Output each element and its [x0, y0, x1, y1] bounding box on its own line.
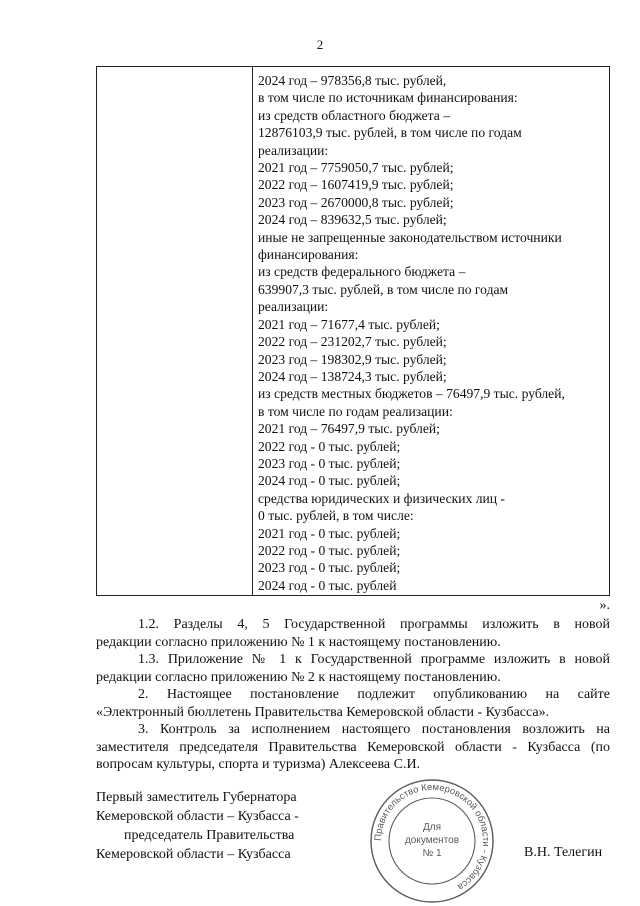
- table-text-line: 2024 год - 0 тыс. рублей;: [258, 473, 401, 489]
- table-text-line: 2022 год – 231202,7 тыс. рублей;: [258, 334, 447, 350]
- paragraph-line: 3. Контроль за исполнением настоящего постановления возложить на: [138, 722, 610, 737]
- table-text-line: 2021 год – 76497,9 тыс. рублей;: [258, 421, 440, 437]
- table-text-line: 0 тыс. рублей, в том числе:: [258, 508, 414, 524]
- stamp-center-line: № 1: [422, 848, 442, 859]
- table-text-line: 2021 год – 7759050,7 тыс. рублей;: [258, 160, 454, 176]
- table-text-line: 2023 год – 198302,9 тыс. рублей;: [258, 351, 447, 367]
- table-text-line: реализации:: [258, 142, 329, 158]
- table-text-line: 2024 год – 978356,8 тыс. рублей,: [258, 73, 447, 88]
- table-text-line: из средств федерального бюджета –: [258, 264, 466, 280]
- table-text-line: 12876103,9 тыс. рублей, в том числе по годам: [258, 125, 522, 141]
- paragraph-line: 1.3. Приложение № 1 к Государственной программе изложить в новой: [138, 652, 610, 667]
- stamp-center-line: Для: [422, 822, 442, 833]
- paragraph-line: редакции согласно приложению № 2 к настоящему постановлению.: [96, 669, 501, 685]
- table-text-line: из средств местных бюджетов – 76497,9 тыс. рублей,: [258, 386, 565, 402]
- table-text-line: 2023 год – 2670000,8 тыс. рублей;: [258, 194, 454, 210]
- paragraph-line: редакции согласно приложению № 1 к настоящему постановлению.: [96, 634, 501, 650]
- paragraph-line: 2. Настоящее постановление подлежит опубликованию на сайте: [138, 687, 610, 702]
- table-text-line: 2024 год - 0 тыс. рублей: [258, 577, 397, 593]
- table-text-line: 2021 год – 71677,4 тыс. рублей;: [258, 316, 440, 332]
- signature-title-line: Кемеровской области – Кузбасса: [96, 847, 291, 862]
- paragraph-line: заместителя председателя Правительства Кемеровской области - Кузбасса (по: [96, 739, 610, 755]
- paragraph-3: [96, 721, 610, 774]
- closing-quote: ».: [599, 598, 610, 613]
- paragraph-2: [96, 686, 610, 721]
- table-column-divider: [252, 67, 253, 595]
- paragraph-line: 1.2. Разделы 4, 5 Государственной программы изложить в новой: [138, 617, 610, 632]
- table-text-line: 2022 год - 0 тыс. рублей;: [258, 542, 401, 558]
- signer-name: В.Н. Телегин: [524, 845, 603, 860]
- official-stamp: [367, 776, 497, 906]
- stamp-ring-text: Правительство Кемеровской области - Кузбасса: [372, 781, 492, 893]
- table-text-line: средства юридических и физических лиц -: [258, 490, 505, 506]
- paragraph-line: вопросам культуры, спорта и туризма) Алексеева С.И.: [96, 757, 421, 772]
- table-text-line: реализации:: [258, 299, 329, 315]
- signature-block: [96, 788, 299, 864]
- table-text-line: в том числе по источникам финансирования:: [258, 90, 518, 106]
- stamp-center-line: документов: [404, 835, 460, 846]
- table-text-line: финансирования:: [258, 247, 359, 263]
- page-number: 2: [316, 37, 324, 52]
- table-text-line: 2021 год - 0 тыс. рублей;: [258, 525, 401, 541]
- table-text-line: 2024 год – 138724,3 тыс. рублей;: [258, 368, 447, 384]
- paragraph-line: «Электронный бюллетень Правительства Кемеровской области - Кузбасса».: [96, 704, 550, 720]
- paragraph-1-3: [96, 651, 610, 686]
- signature-title-line: Первый заместитель Губернатора: [96, 790, 297, 805]
- table-text-line: в том числе по годам реализации:: [258, 403, 453, 419]
- table-text-line: 639907,3 тыс. рублей, в том числе по годам: [258, 281, 509, 297]
- table-text-line: 2023 год - 0 тыс. рублей;: [258, 455, 401, 471]
- table-text-line: 2023 год - 0 тыс. рублей;: [258, 560, 401, 576]
- table-text-line: 2022 год - 0 тыс. рублей;: [258, 438, 401, 454]
- signature-title-line: Кемеровской области – Кузбасса -: [96, 809, 299, 824]
- signature-title-line: председатель Правительства: [124, 828, 295, 843]
- table-text-line: из средств областного бюджета –: [258, 107, 450, 123]
- table-text-line: 2024 год – 839632,5 тыс. рублей;: [258, 212, 447, 228]
- financing-cell: [258, 72, 605, 594]
- table-text-line: 2022 год – 1607419,9 тыс. рублей;: [258, 177, 454, 193]
- financing-table: [96, 66, 610, 596]
- paragraph-1-2: [96, 616, 610, 651]
- table-text-line: иные не запрещенные законодательством источники: [258, 229, 562, 245]
